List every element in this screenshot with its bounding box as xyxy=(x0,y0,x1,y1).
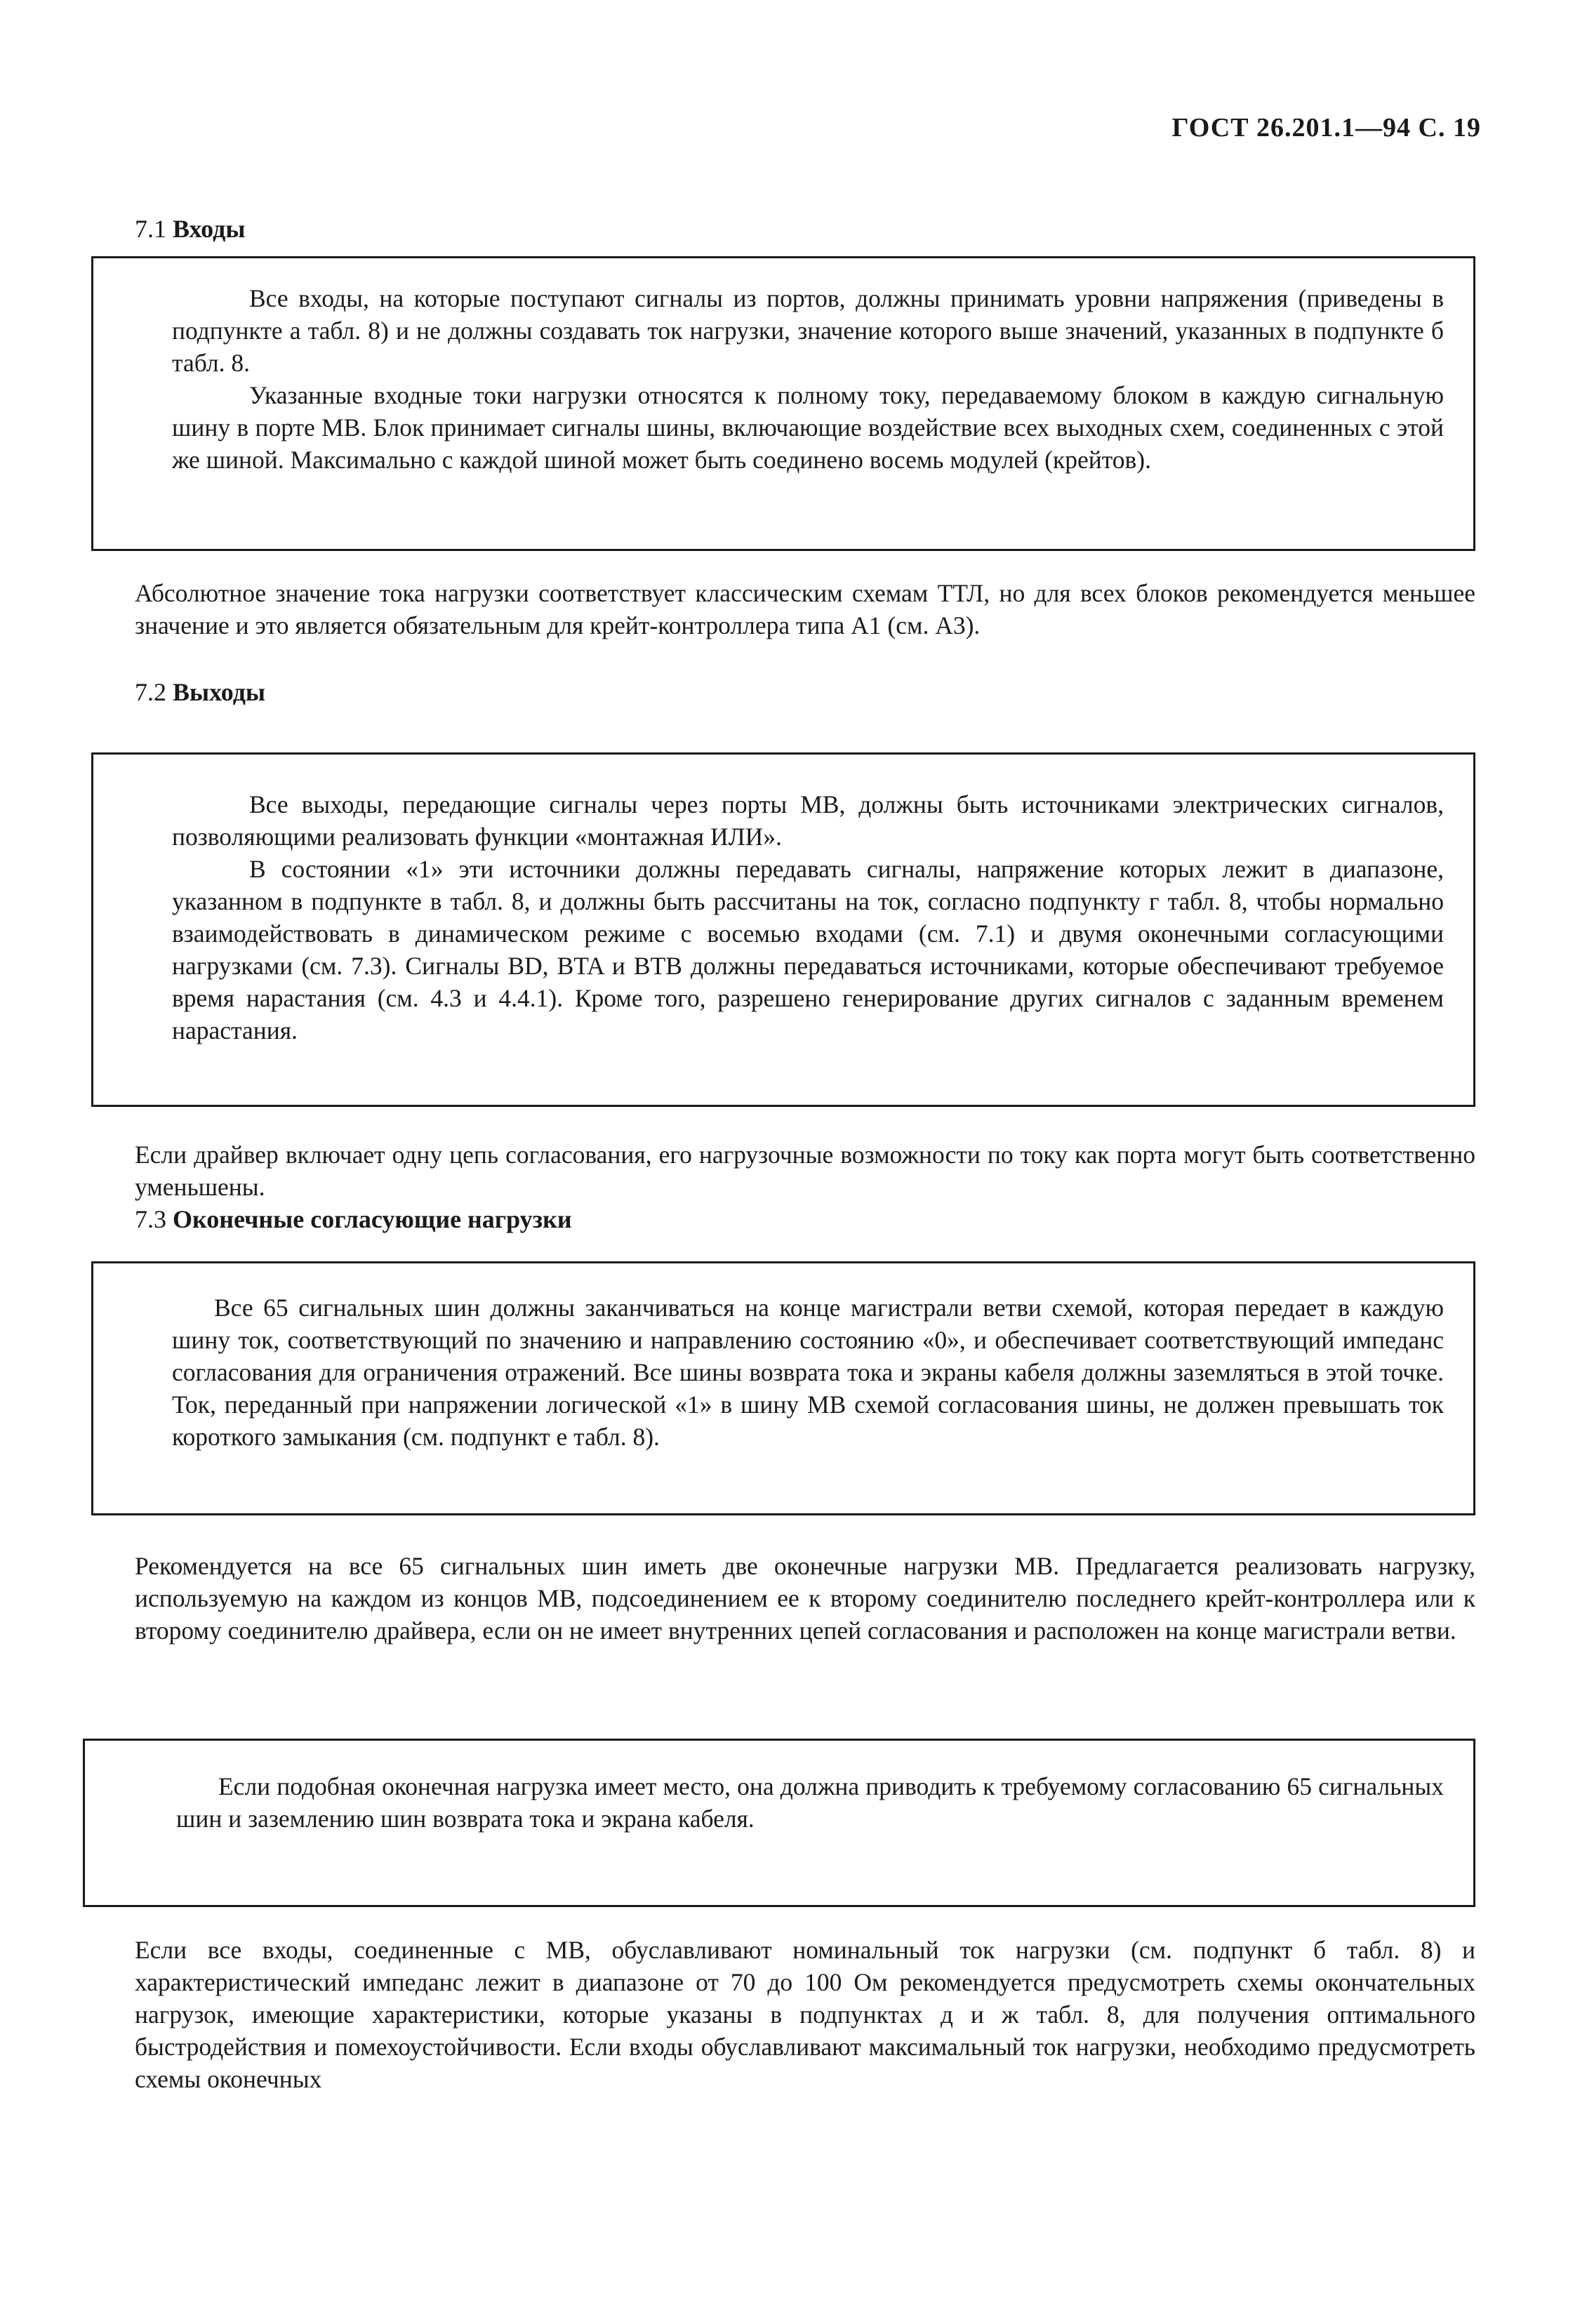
boxed-requirement-inputs xyxy=(91,256,1475,551)
boxed-requirement-termination-note xyxy=(83,1739,1475,1907)
text-block xyxy=(135,577,1475,642)
paragraph: Указанные входные токи нагрузки относятся к полному току, передаваемому блоком в каждую сигнальную шину в порте МВ. Блок принимает сигналы шины, включающие воздействие всех выходных схем, соединенных с этой же шиной. Максимально с каждой шиной может быть соединено восемь модулей (крейтов). xyxy=(172,381,1444,474)
text-block xyxy=(135,1934,1475,2095)
section-title: Выходы xyxy=(173,678,266,706)
paragraph: Рекомендуется на все 65 сигнальных шин иметь две оконечные нагрузки МВ. Предлагается реализовать нагрузку, используемую на каждом из концов МВ, подсоединением ее к второму соединителю последнего крейт-контроллера или к второму соединителю драйвера, если он не имеет внутренних цепей согласования и расположен на конце магистрали ветви. xyxy=(135,1552,1475,1645)
paragraph: Все выходы, передающие сигналы через порты МВ, должны быть источниками электрических сигналов, позволяющими реализовать функции «монтажная ИЛИ». xyxy=(172,790,1444,851)
paragraph: Все входы, на которые поступают сигналы из портов, должны принимать уровни напряжения (приведены в подпункте а табл. 8) и не должны создавать ток нагрузки, значение которого выше значений, указанных в подпункте б табл. 8. xyxy=(172,284,1444,377)
section-number: 7.1 xyxy=(135,215,166,243)
section-number: 7.3 xyxy=(135,1205,166,1233)
page-header: ГОСТ 26.201.1—94 С. 19 xyxy=(1171,113,1481,142)
section-heading-7-2 xyxy=(135,677,265,707)
text-block xyxy=(135,1138,1475,1203)
paragraph: Абсолютное значение тока нагрузки соответствует классическим схемам ТТЛ, но для всех блоков рекомендуется меньшее значение и это является обязательным для крейт-контроллера типа А1 (см. А3). xyxy=(135,579,1475,639)
paragraph: Если драйвер включает одну цепь согласования, его нагрузочные возможности по току как порта могут быть соответственно уменьшены. xyxy=(135,1141,1475,1201)
paragraph: Если подобная оконечная нагрузка имеет место, она должна приводить к требуемому согласованию 65 сигнальных шин и заземлению шин возврата тока и экрана кабеля. xyxy=(176,1772,1444,1833)
section-heading-7-1 xyxy=(135,214,245,244)
boxed-requirement-terminators xyxy=(91,1261,1475,1515)
text-block xyxy=(135,1550,1475,1647)
paragraph: Если все входы, соединенные с МВ, обуславливают номинальный ток нагрузки (см. подпункт б табл. 8) и характеристический импеданс лежит в диапазоне от 70 до 100 Ом рекомендуется предусмотреть схемы окончательных нагрузок, имеющие характеристики, которые указаны в подпунктах д и ж табл. 8, для получения оптимального быстродействия и помехоустойчивости. Если входы обуславливают максимальный ток нагрузки, необходимо предусмотреть схемы оконечных xyxy=(135,1936,1475,2093)
section-number: 7.2 xyxy=(135,678,166,706)
paragraph: Все 65 сигнальных шин должны заканчиваться на конце магистрали ветви схемой, которая передает в каждую шину ток, соответствующий по значению и направлению состоянию «0», и обеспечивает соответствующий импеданс согласования для ограничения отражений. Все шины возврата тока и экраны кабеля должны заземляться в этой точке. Ток, переданный при напряжении логической «1» в шину МВ схемой согласования шины, не должен превышать ток короткого замыкания (см. подпункт е табл. 8). xyxy=(172,1294,1444,1451)
boxed-requirement-outputs xyxy=(91,752,1475,1107)
paragraph: В состоянии «1» эти источники должны передавать сигналы, напряжение которых лежит в диапазоне, указанном в подпункте в табл. 8, и должны быть рассчитаны на ток, согласно подпункту г табл. 8, чтобы нормально взаимодействовать в динамическом режиме с восемью входами (см. 7.1) и двумя оконечными согласующими нагрузками (см. 7.3). Сигналы BD, BTA и BTB должны передаваться источниками, которые обеспечивают требуемое время нарастания (см. 4.3 и 4.4.1). Кроме того, разрешено генерирование других сигналов с заданным временем нарастания. xyxy=(172,855,1444,1044)
section-title: Оконечные согласующие нагрузки xyxy=(173,1205,572,1233)
section-title: Входы xyxy=(173,215,246,243)
section-heading-7-3 xyxy=(135,1204,572,1234)
